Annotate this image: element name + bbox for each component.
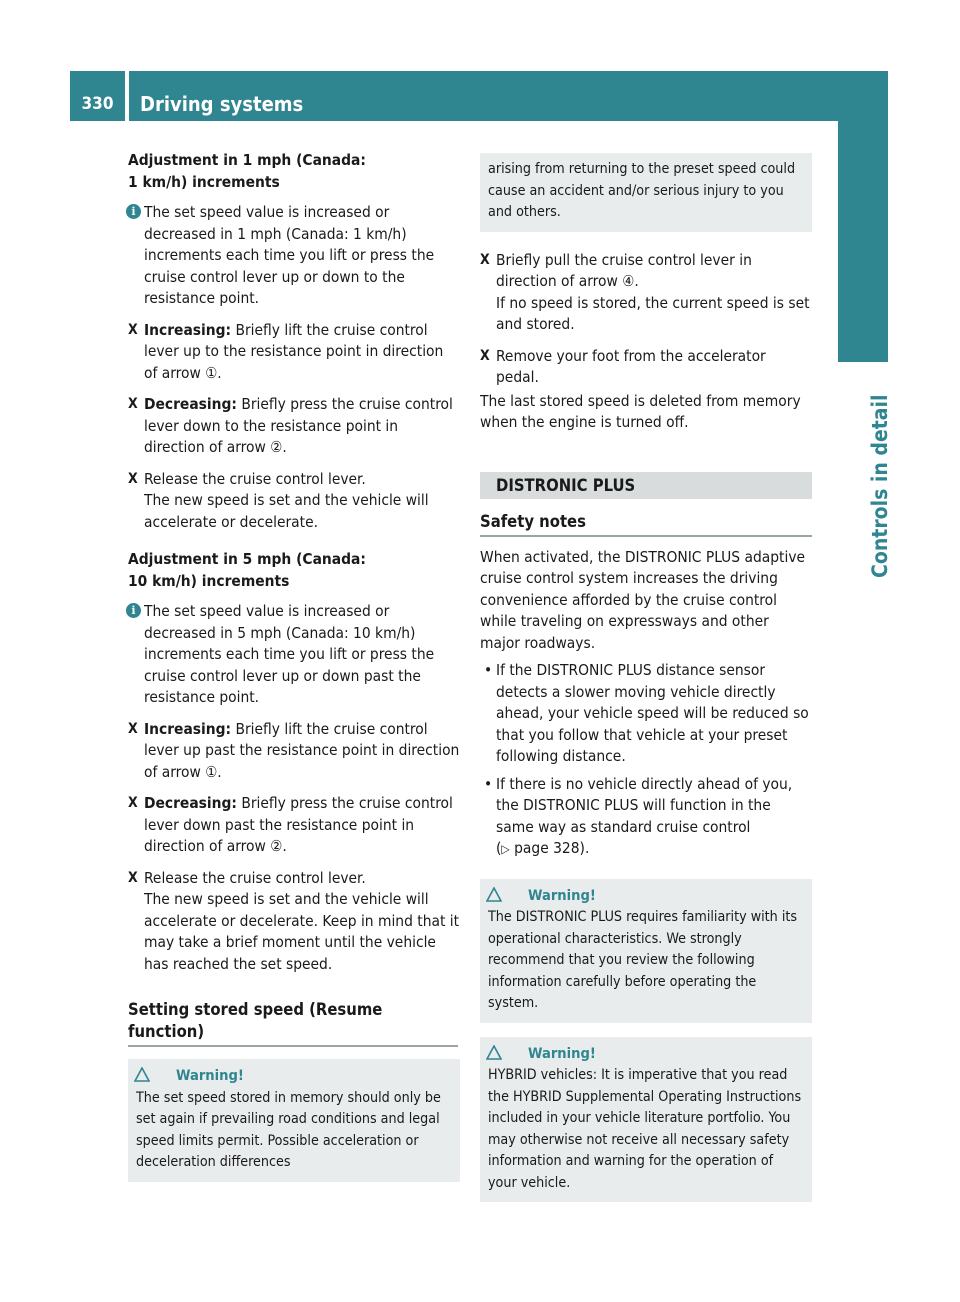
section-heading-resume: Setting stored speed (Resume function) [128, 999, 458, 1047]
info-icon: i [126, 603, 141, 618]
right-column [480, 150, 812, 1202]
step-arrow-icon: X [128, 720, 138, 737]
step-item: X Decreasing: Briefly press the cruise control lever down past the resistance point in direction of arrow ②. [128, 794, 453, 855]
step-arrow-icon: X [128, 321, 138, 338]
side-tab [838, 121, 888, 362]
bullet-item: • If the DISTRONIC PLUS distance sensor detects a slower moving vehicle directly ahead, your vehicle speed will be reduced so that you follow that vehicle at your preset following distance. [484, 661, 809, 765]
step-item: X Remove your foot from the accelerator pedal. [480, 346, 766, 386]
page-number: 330 [81, 94, 114, 114]
subheading-safety-notes: Safety notes [480, 511, 812, 537]
warning-heading: Warning! [488, 1043, 804, 1065]
warning-text: arising from returning to the preset speed could cause an accident and/or serious injury to you and others. [488, 161, 796, 220]
info-note: i The set speed value is increased or decreased in 5 mph (Canada: 10 km/h) increments each time you lift or press the cruise control lever up or down past the resistance point. [128, 601, 460, 709]
warning-box [480, 879, 812, 1023]
info-note: i The set speed value is increased or decreased in 1 mph (Canada: 1 km/h) increments each time you lift or press the cruise control lever up or down to the resistance point. [128, 202, 460, 310]
chapter-title: Driving systems [140, 92, 304, 116]
header-divider [125, 71, 129, 121]
section-heading-distronic: DISTRONIC PLUS [480, 472, 812, 499]
warning-text: HYBRID vehicles: It is imperative that you read the HYBRID Supplemental Operating Instructions included in your vehicle literature portfolio. You may otherwise not receive all necessary safety information and warning for the operation of your vehicle. [488, 1067, 802, 1191]
warning-box-continued [480, 153, 812, 232]
paragraph: The last stored speed is deleted from memory when the engine is turned off. [480, 391, 801, 431]
warning-text: The DISTRONIC PLUS requires familiarity with its operational characteristics. We strongly recommend that you review the following information carefully before operating the system. [488, 909, 798, 1011]
step-item: X Release the cruise control lever. The new speed is set and the vehicle will accelerate or decelerate. [128, 469, 429, 531]
step-arrow-icon: X [128, 396, 138, 412]
step-item: X Decreasing: Briefly press the cruise control lever down to the resistance point in direction of arrow ②. [128, 395, 453, 456]
step-arrow-icon: X [480, 347, 490, 364]
page-ref-arrow-icon: ▷ [501, 842, 510, 856]
step-arrow-icon: X [128, 795, 138, 811]
warning-icon [486, 1045, 502, 1061]
warning-box [480, 1037, 812, 1203]
side-label: Controls in detail [868, 394, 892, 578]
warning-box [128, 1059, 460, 1182]
step-item: X Increasing: Briefly lift the cruise control lever up past the resistance point in direction of arrow ①. [128, 719, 460, 781]
subheading-1mph: Adjustment in 1 mph (Canada: 1 km/h) increments [128, 151, 366, 191]
step-item: X Increasing: Briefly lift the cruise control lever up to the resistance point in direction of arrow ①. [128, 320, 444, 382]
warning-icon [486, 887, 502, 903]
warning-icon [134, 1067, 150, 1083]
page-reference-link[interactable]: page 328). [514, 839, 590, 857]
warning-heading: Warning! [488, 885, 804, 907]
step-arrow-icon: X [128, 470, 138, 487]
info-icon: i [126, 204, 141, 219]
left-column [128, 150, 460, 1182]
bullet-item: • If there is no vehicle directly ahead of you, the DISTRONIC PLUS will function in the same way as standard cruise control (▷ page 328). [484, 774, 793, 857]
step-arrow-icon: X [480, 251, 490, 268]
paragraph: When activated, the DISTRONIC PLUS adaptive cruise control system increases the driving convenience afforded by the cruise control while traveling on expressways and other major roadways. [480, 547, 806, 652]
warning-heading: Warning! [136, 1065, 452, 1087]
subheading-5mph: Adjustment in 5 mph (Canada: 10 km/h) increments [128, 550, 366, 590]
step-arrow-icon: X [128, 869, 138, 886]
step-item: X Release the cruise control lever. The new speed is set and the vehicle will accelerate or decelerate. Keep in mind that it may take a brief moment until the vehicle has reached the set speed. [128, 868, 460, 973]
step-item: X Briefly pull the cruise control lever in direction of arrow ④. If no speed is stored, the current speed is set and stored. [480, 250, 810, 333]
page-header [70, 71, 888, 121]
warning-text: The set speed stored in memory should only be set again if prevailing road conditions and legal speed limits permit. Possible acceleration or deceleration differences [136, 1089, 441, 1170]
